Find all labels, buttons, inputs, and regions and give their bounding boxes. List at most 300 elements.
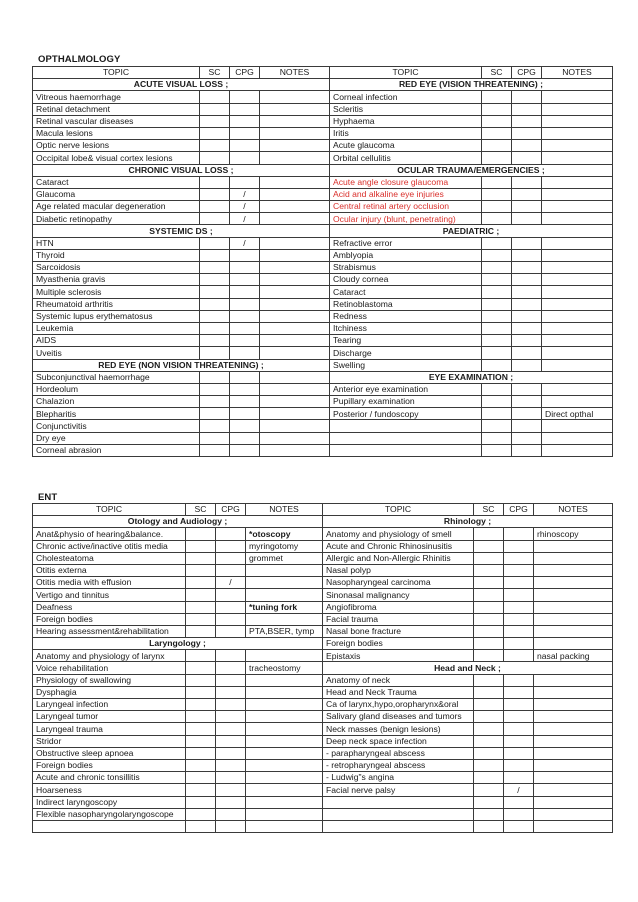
column-header: CPG xyxy=(216,504,246,516)
notes-cell xyxy=(534,577,613,589)
sc-cell xyxy=(482,298,512,310)
cpg-cell: / xyxy=(504,784,534,796)
sc-cell xyxy=(200,396,230,408)
cpg-cell xyxy=(230,262,260,274)
cpg-cell xyxy=(216,686,246,698)
notes-cell xyxy=(260,383,330,395)
notes-cell xyxy=(534,638,613,650)
table-row xyxy=(33,613,613,625)
topic-cell: Conjunctivitis xyxy=(33,420,200,432)
cpg-cell xyxy=(216,650,246,662)
notes-cell xyxy=(246,699,323,711)
cpg-cell xyxy=(230,396,260,408)
sc-cell xyxy=(482,103,512,115)
sc-cell xyxy=(474,820,504,832)
sc-cell xyxy=(474,772,504,784)
cpg-cell xyxy=(216,772,246,784)
sc-cell xyxy=(474,711,504,723)
sc-cell xyxy=(474,723,504,735)
sc-cell xyxy=(482,115,512,127)
table-row xyxy=(33,188,613,200)
cpg-cell xyxy=(230,140,260,152)
topic-cell: Acute and chronic tonsillitis xyxy=(33,772,186,784)
notes-cell xyxy=(542,237,613,249)
table-row xyxy=(33,808,613,820)
table-row xyxy=(33,820,613,832)
sc-cell xyxy=(482,444,512,456)
sc-cell xyxy=(200,335,230,347)
sc-cell xyxy=(482,176,512,188)
topic-cell: Stridor xyxy=(33,735,186,747)
sc-cell xyxy=(186,796,216,808)
table-header-row xyxy=(33,67,613,79)
cpg-cell xyxy=(504,528,534,540)
cpg-cell xyxy=(504,650,534,662)
notes-cell xyxy=(260,408,330,420)
notes-cell xyxy=(542,140,613,152)
sc-cell xyxy=(474,699,504,711)
notes-cell xyxy=(246,735,323,747)
ent-topic-table xyxy=(32,503,613,833)
notes-cell xyxy=(246,613,323,625)
cpg-cell xyxy=(512,286,542,298)
notes-cell xyxy=(542,420,613,432)
cpg-cell xyxy=(504,674,534,686)
column-header: NOTES xyxy=(534,504,613,516)
notes-cell xyxy=(260,188,330,200)
notes-cell: grommet xyxy=(246,552,323,564)
sc-cell xyxy=(474,625,504,637)
cpg-cell xyxy=(230,322,260,334)
topic-cell: Pupillary examination xyxy=(330,396,482,408)
notes-cell xyxy=(542,347,613,359)
topic-cell xyxy=(330,420,482,432)
topic-cell: Hoarseness xyxy=(33,784,186,796)
sc-cell xyxy=(186,772,216,784)
notes-cell xyxy=(260,152,330,164)
cpg-cell xyxy=(512,115,542,127)
table-row xyxy=(33,79,613,91)
notes-cell xyxy=(246,674,323,686)
sc-cell xyxy=(186,552,216,564)
cpg-cell xyxy=(512,420,542,432)
table-row xyxy=(33,91,613,103)
ophthalmology-section-title: OPTHALMOLOGY xyxy=(38,54,121,65)
sc-cell xyxy=(200,286,230,298)
sc-cell xyxy=(200,176,230,188)
notes-cell xyxy=(260,322,330,334)
topic-cell: Otitis externa xyxy=(33,564,186,576)
cpg-cell xyxy=(512,432,542,444)
sc-cell xyxy=(200,408,230,420)
table-row xyxy=(33,650,613,662)
topic-cell: Head and Neck Trauma xyxy=(323,686,474,698)
sc-cell xyxy=(474,577,504,589)
column-header: CPG xyxy=(230,67,260,79)
sc-cell xyxy=(482,274,512,286)
sc-cell xyxy=(200,262,230,274)
topic-cell: Epistaxis xyxy=(323,650,474,662)
cpg-cell xyxy=(504,686,534,698)
notes-cell xyxy=(246,747,323,759)
topic-cell: Laryngeal infection xyxy=(33,699,186,711)
category-header: SYSTEMIC DS ; xyxy=(33,225,330,237)
sc-cell xyxy=(482,262,512,274)
notes-cell: nasal packing xyxy=(534,650,613,662)
table-header-row xyxy=(33,504,613,516)
sc-cell xyxy=(200,274,230,286)
table-row xyxy=(33,589,613,601)
cpg-cell xyxy=(512,213,542,225)
cpg-cell xyxy=(504,747,534,759)
sc-cell xyxy=(186,528,216,540)
table-row xyxy=(33,359,613,371)
column-header: TOPIC xyxy=(330,67,482,79)
notes-cell xyxy=(260,335,330,347)
sc-cell xyxy=(186,613,216,625)
topic-cell xyxy=(330,432,482,444)
notes-cell xyxy=(534,625,613,637)
cpg-cell xyxy=(504,711,534,723)
cpg-cell xyxy=(504,540,534,552)
cpg-cell xyxy=(512,298,542,310)
cpg-cell xyxy=(512,310,542,322)
notes-cell: tracheostomy xyxy=(246,662,323,674)
notes-cell xyxy=(542,188,613,200)
notes-cell xyxy=(542,444,613,456)
topic-cell: Voice rehabilitation xyxy=(33,662,186,674)
cpg-cell xyxy=(216,784,246,796)
table-row xyxy=(33,274,613,286)
cpg-cell xyxy=(230,310,260,322)
cpg-cell xyxy=(512,383,542,395)
sc-cell xyxy=(474,735,504,747)
table-row xyxy=(33,322,613,334)
topic-cell: Corneal infection xyxy=(330,91,482,103)
cpg-cell xyxy=(230,335,260,347)
column-header: TOPIC xyxy=(33,67,200,79)
table-row xyxy=(33,396,613,408)
sc-cell xyxy=(200,103,230,115)
topic-cell xyxy=(323,796,474,808)
topic-cell: Nasal polyp xyxy=(323,564,474,576)
topic-cell: Glaucoma xyxy=(33,188,200,200)
topic-cell xyxy=(323,808,474,820)
table-row xyxy=(33,262,613,274)
topic-cell: Diabetic retinopathy xyxy=(33,213,200,225)
topic-cell: Ocular injury (blunt, penetrating) xyxy=(330,213,482,225)
notes-cell: myringotomy xyxy=(246,540,323,552)
sc-cell xyxy=(482,127,512,139)
cpg-cell xyxy=(216,552,246,564)
notes-cell xyxy=(260,91,330,103)
sc-cell xyxy=(200,201,230,213)
cpg-cell xyxy=(230,286,260,298)
table-row xyxy=(33,674,613,686)
topic-cell: Macula lesions xyxy=(33,127,200,139)
column-header: NOTES xyxy=(260,67,330,79)
sc-cell xyxy=(186,723,216,735)
notes-cell xyxy=(534,772,613,784)
cpg-cell xyxy=(230,347,260,359)
notes-cell xyxy=(534,601,613,613)
cpg-cell xyxy=(512,140,542,152)
category-header: Laryngology ; xyxy=(33,638,323,650)
table-row xyxy=(33,140,613,152)
topic-cell: Anatomy and physiology of smell xyxy=(323,528,474,540)
topic-cell: Rheumatoid arthritis xyxy=(33,298,200,310)
table-row xyxy=(33,796,613,808)
table-row xyxy=(33,699,613,711)
category-header: RED EYE (NON VISION THREATENING) ; xyxy=(33,359,330,371)
column-header: TOPIC xyxy=(323,504,474,516)
cpg-cell xyxy=(216,589,246,601)
topic-cell: Hordeolum xyxy=(33,383,200,395)
cpg-cell xyxy=(504,577,534,589)
topic-cell: - Ludwig"s angina xyxy=(323,772,474,784)
notes-cell xyxy=(246,808,323,820)
sc-cell xyxy=(482,408,512,420)
notes-cell xyxy=(246,650,323,662)
topic-cell: Ca of larynx,hypo,oropharynx&oral xyxy=(323,699,474,711)
topic-cell: Salivary gland diseases and tumors xyxy=(323,711,474,723)
cpg-cell xyxy=(216,674,246,686)
notes-cell xyxy=(260,420,330,432)
table-row xyxy=(33,638,613,650)
notes-cell xyxy=(542,91,613,103)
table-row xyxy=(33,103,613,115)
notes-cell xyxy=(542,274,613,286)
notes-cell: rhinoscopy xyxy=(534,528,613,540)
category-header: Rhinology ; xyxy=(323,516,613,528)
sc-cell xyxy=(200,127,230,139)
notes-cell xyxy=(246,796,323,808)
topic-cell: Facial trauma xyxy=(323,613,474,625)
category-header: EYE EXAMINATION ; xyxy=(330,371,613,383)
sc-cell xyxy=(186,589,216,601)
cpg-cell xyxy=(230,127,260,139)
notes-cell xyxy=(260,298,330,310)
category-header: Otology and Audiology ; xyxy=(33,516,323,528)
cpg-cell xyxy=(230,383,260,395)
cpg-cell xyxy=(230,274,260,286)
notes-cell xyxy=(260,262,330,274)
notes-cell xyxy=(542,213,613,225)
notes-cell xyxy=(542,127,613,139)
table-row xyxy=(33,383,613,395)
topic-cell: Dry eye xyxy=(33,432,200,444)
notes-cell xyxy=(534,674,613,686)
notes-cell xyxy=(542,396,613,408)
topic-cell: Thyroid xyxy=(33,249,200,261)
notes-cell xyxy=(534,711,613,723)
topic-cell: Systemic lupus erythematosus xyxy=(33,310,200,322)
cpg-cell: / xyxy=(216,577,246,589)
column-header: TOPIC xyxy=(33,504,186,516)
cpg-cell xyxy=(512,262,542,274)
notes-cell xyxy=(534,735,613,747)
topic-cell: - retropharyngeal abscess xyxy=(323,759,474,771)
table-row xyxy=(33,747,613,759)
cpg-cell xyxy=(512,249,542,261)
sc-cell xyxy=(474,601,504,613)
table-row xyxy=(33,552,613,564)
notes-cell xyxy=(246,723,323,735)
cpg-cell xyxy=(512,127,542,139)
category-header: RED EYE (VISION THREATENING) ; xyxy=(330,79,613,91)
cpg-cell xyxy=(512,176,542,188)
cpg-cell xyxy=(512,103,542,115)
topic-cell: Posterior / fundoscopy xyxy=(330,408,482,420)
topic-cell: Indirect laryngoscopy xyxy=(33,796,186,808)
table-row xyxy=(33,516,613,528)
topic-cell: Blepharitis xyxy=(33,408,200,420)
notes-cell xyxy=(542,103,613,115)
cpg-cell xyxy=(504,820,534,832)
topic-cell: Sarcoidosis xyxy=(33,262,200,274)
column-header: NOTES xyxy=(246,504,323,516)
notes-cell: *tuning fork xyxy=(246,601,323,613)
sc-cell xyxy=(186,601,216,613)
notes-cell xyxy=(260,176,330,188)
sc-cell xyxy=(200,432,230,444)
notes-cell xyxy=(542,249,613,261)
notes-cell xyxy=(534,723,613,735)
cpg-cell xyxy=(504,552,534,564)
notes-cell xyxy=(542,201,613,213)
sc-cell xyxy=(186,625,216,637)
sc-cell xyxy=(474,552,504,564)
cpg-cell xyxy=(504,759,534,771)
notes-cell xyxy=(534,784,613,796)
notes-cell xyxy=(542,432,613,444)
topic-cell: Anatomy and physiology of larynx xyxy=(33,650,186,662)
sc-cell xyxy=(482,310,512,322)
topic-cell: Angiofibroma xyxy=(323,601,474,613)
topic-cell: Scleritis xyxy=(330,103,482,115)
notes-cell xyxy=(246,564,323,576)
sc-cell xyxy=(200,249,230,261)
notes-cell xyxy=(260,140,330,152)
notes-cell xyxy=(260,286,330,298)
topic-cell: Laryngeal tumor xyxy=(33,711,186,723)
table-row xyxy=(33,335,613,347)
cpg-cell xyxy=(512,322,542,334)
table-row xyxy=(33,347,613,359)
sc-cell xyxy=(200,188,230,200)
category-header: PAEDIATRIC ; xyxy=(330,225,613,237)
topic-cell: Corneal abrasion xyxy=(33,444,200,456)
sc-cell xyxy=(186,820,216,832)
sc-cell xyxy=(482,322,512,334)
topic-cell: Vitreous haemorrhage xyxy=(33,91,200,103)
cpg-cell: / xyxy=(230,201,260,213)
topic-cell: Retinoblastoma xyxy=(330,298,482,310)
table-row xyxy=(33,759,613,771)
notes-cell xyxy=(260,444,330,456)
notes-cell xyxy=(542,286,613,298)
sc-cell xyxy=(482,201,512,213)
notes-cell xyxy=(246,820,323,832)
notes-cell xyxy=(260,274,330,286)
topic-cell: Tearing xyxy=(330,335,482,347)
topic-cell: Physiology of swallowing xyxy=(33,674,186,686)
sc-cell xyxy=(474,613,504,625)
notes-cell xyxy=(542,176,613,188)
topic-cell xyxy=(323,820,474,832)
cpg-cell xyxy=(230,432,260,444)
cpg-cell xyxy=(216,747,246,759)
cpg-cell xyxy=(512,152,542,164)
cpg-cell xyxy=(216,540,246,552)
sc-cell xyxy=(474,796,504,808)
sc-cell xyxy=(474,650,504,662)
sc-cell xyxy=(482,91,512,103)
ophthalmology-topic-table xyxy=(32,66,613,457)
sc-cell xyxy=(186,564,216,576)
table-row xyxy=(33,164,613,176)
cpg-cell: / xyxy=(230,188,260,200)
cpg-cell xyxy=(216,601,246,613)
cpg-cell xyxy=(512,359,542,371)
table-row xyxy=(33,152,613,164)
sc-cell xyxy=(482,188,512,200)
sc-cell xyxy=(474,759,504,771)
table-row xyxy=(33,432,613,444)
topic-cell: Nasopharyngeal carcinoma xyxy=(323,577,474,589)
notes-cell: *otoscopy xyxy=(246,528,323,540)
cpg-cell xyxy=(512,347,542,359)
sc-cell xyxy=(474,540,504,552)
topic-cell: HTN xyxy=(33,237,200,249)
cpg-cell xyxy=(504,723,534,735)
notes-cell xyxy=(246,589,323,601)
notes-cell xyxy=(260,432,330,444)
notes-cell xyxy=(260,347,330,359)
notes-cell xyxy=(260,213,330,225)
notes-cell xyxy=(534,564,613,576)
ent-section-title: ENT xyxy=(38,492,58,503)
topic-cell: Acute angle closure glaucoma xyxy=(330,176,482,188)
sc-cell xyxy=(186,650,216,662)
notes-cell xyxy=(542,298,613,310)
sc-cell xyxy=(482,359,512,371)
topic-cell: Central retinal artery occlusion xyxy=(330,201,482,213)
notes-cell xyxy=(534,759,613,771)
notes-cell xyxy=(534,808,613,820)
topic-cell: Cholesteatoma xyxy=(33,552,186,564)
cpg-cell xyxy=(504,796,534,808)
notes-cell xyxy=(260,396,330,408)
cpg-cell xyxy=(504,638,534,650)
topic-cell: Acid and alkaline eye injuries xyxy=(330,188,482,200)
cpg-cell xyxy=(230,408,260,420)
table-row xyxy=(33,371,613,383)
topic-cell: Iritis xyxy=(330,127,482,139)
sc-cell xyxy=(200,420,230,432)
sc-cell xyxy=(482,335,512,347)
notes-cell xyxy=(246,759,323,771)
cpg-cell xyxy=(216,699,246,711)
table-row xyxy=(33,286,613,298)
cpg-cell xyxy=(216,723,246,735)
notes-cell xyxy=(534,747,613,759)
topic-cell: Anatomy of neck xyxy=(323,674,474,686)
topic-cell: Cataract xyxy=(330,286,482,298)
topic-cell: Acute glaucoma xyxy=(330,140,482,152)
notes-cell xyxy=(542,383,613,395)
notes-cell xyxy=(542,322,613,334)
